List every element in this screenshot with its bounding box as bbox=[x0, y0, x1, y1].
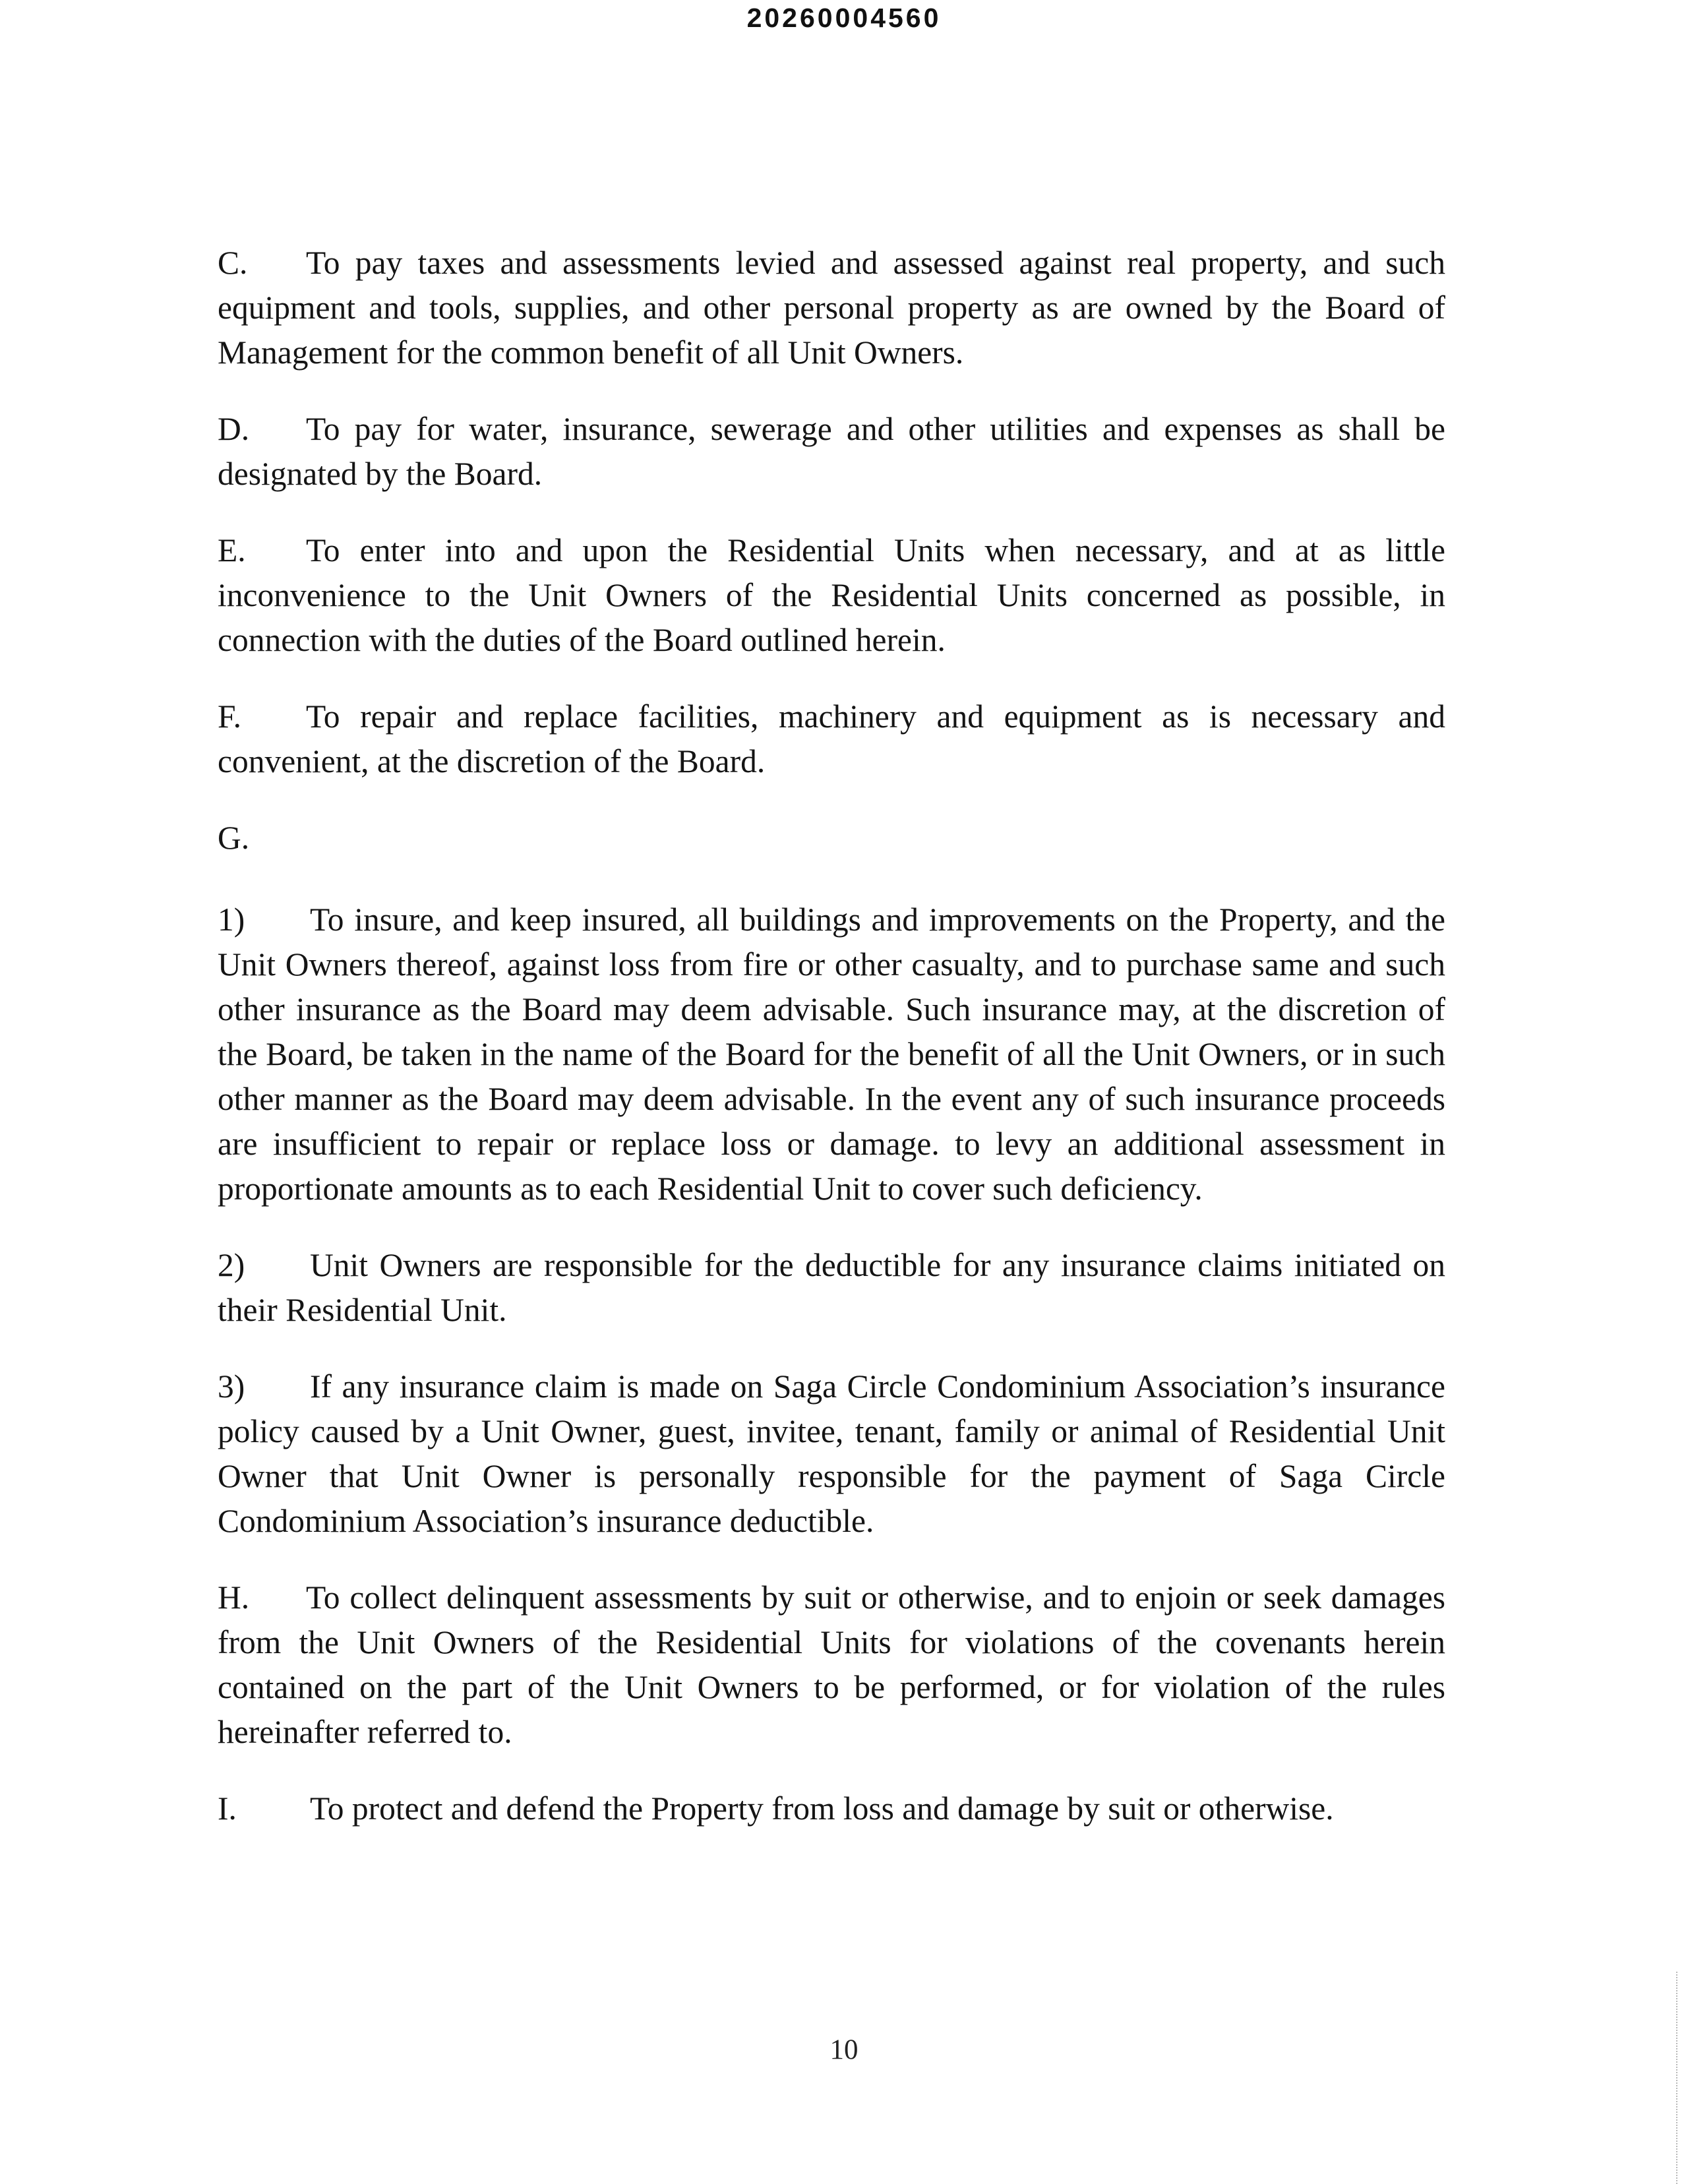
paragraph-f bbox=[218, 694, 1445, 784]
document-number: 20260004560 bbox=[746, 3, 942, 33]
paragraph-h bbox=[218, 1575, 1445, 1755]
paragraph-marker: E. bbox=[218, 532, 246, 568]
paragraph-text: If any insurance claim is made on Saga Circle Condominium Association’s insurance policy caused by a Unit Owner, guest, invitee, tenant, family or animal of Residential Unit Owner that Unit Owner is personally responsible for the payment of Saga Circle Condominium Association’s insurance deductible. bbox=[218, 1368, 1445, 1539]
paragraph-marker: F. bbox=[218, 698, 241, 735]
paragraph-g-3 bbox=[218, 1364, 1445, 1544]
paragraph-g-2 bbox=[218, 1243, 1445, 1333]
paragraph-marker: 1) bbox=[218, 901, 245, 938]
page-number: 10 bbox=[829, 2034, 859, 2065]
paragraph-marker: I. bbox=[218, 1790, 237, 1827]
paragraph-text: Unit Owners are responsible for the deductible for any insurance claims initiated on their Residential Unit. bbox=[218, 1247, 1445, 1328]
paragraph-text: To enter into and upon the Residential Units when necessary, and at as little inconvenience to the Unit Owners of the Residential Units concerned as possible, in connection with the duties of the Board outlined herein. bbox=[218, 532, 1445, 658]
paragraph-g bbox=[218, 816, 1445, 861]
paragraph-text: To insure, and keep insured, all buildings and improvements on the Property, and the Unit Owners thereof, against loss from fire or other casualty, and to purchase same and such other insurance as the Board may deem advisable. Such insurance may, at the discretion of the Board, be taken in the name of the Board for the benefit of all the Unit Owners, or in such other manner as the Board may deem advisable. In the event any of such insurance proceeds are insufficient to repair or replace loss or damage. to levy an additional assessment in proportionate amounts as to each Residential Unit to cover such deficiency. bbox=[218, 901, 1445, 1207]
paragraph-text: To pay for water, insurance, sewerage and other utilities and expenses as shall be designated by the Board. bbox=[218, 411, 1445, 492]
paragraph-marker: G. bbox=[218, 820, 250, 856]
paragraph-text: To repair and replace facilities, machinery and equipment as is necessary and convenient, at the discretion of the Board. bbox=[218, 698, 1445, 779]
paragraph-g-1 bbox=[218, 897, 1445, 1211]
paragraph-text: To collect delinquent assessments by suit or otherwise, and to enjoin or seek damages from the Unit Owners of the Residential Units for violations of the covenants herein contained on the part of the Unit Owners to be performed, or for violation of the rules hereinafter referred to. bbox=[218, 1579, 1445, 1750]
paragraph-marker: H. bbox=[218, 1579, 250, 1616]
paragraph-e bbox=[218, 528, 1445, 663]
paragraph-marker: 3) bbox=[218, 1368, 245, 1405]
paragraph-d bbox=[218, 407, 1445, 497]
paragraph-text: To protect and defend the Property from loss and damage by suit or otherwise. bbox=[310, 1790, 1334, 1827]
paragraph-text: To pay taxes and assessments levied and assessed against real property, and such equipment and tools, supplies, and other personal property as are owned by the Board of Management for the common benefit of all Unit Owners. bbox=[218, 245, 1445, 371]
paragraph-marker: D. bbox=[218, 411, 250, 447]
document-body bbox=[218, 241, 1445, 1863]
paragraph-marker: C. bbox=[218, 245, 248, 281]
paragraph-i bbox=[218, 1786, 1445, 1831]
paragraph-marker: 2) bbox=[218, 1247, 245, 1283]
paragraph-c bbox=[218, 241, 1445, 375]
scan-edge-mark bbox=[1676, 1972, 1677, 2184]
